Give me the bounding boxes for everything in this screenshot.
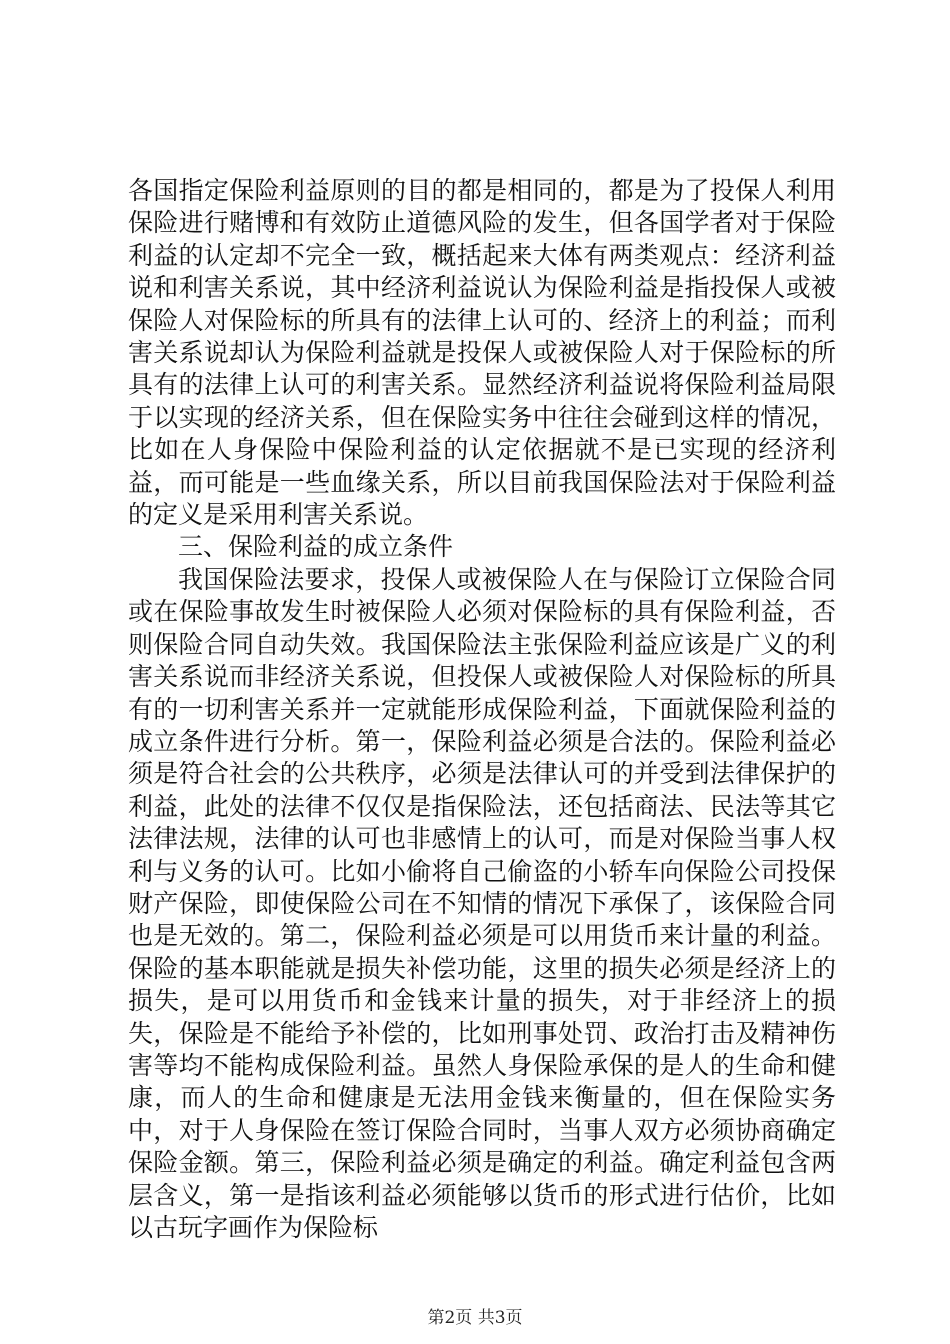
page-footer: 第2页 共3页	[427, 1308, 523, 1328]
section-heading: 三、保险利益的成立条件	[178, 532, 454, 562]
paragraph-conditions: 我国保险法要求，投保人或被保险人在与保险订立保险合同或在保险事故发生时被保险人必须对保险标的具有保险利益，否则保险合同自动失效。我国保险法主张保险利益应该是广义的利害关系说而非经济关系说，但投保人或被保险人对保险标的所具有的一切利害关系并一定就能形成保险利益，下面就保险利益的成立条件进行分析。第一，保险利益必须是合法的。保险利益必须是符合社会的公共秩序，必须是法律认可的并受到法律保护的利益，此处的法律不仅仅是指保险法，还包括商法、民法等其它法律法规，法律的认可也非感情上的认可，而是对保险当事人权利与义务的认可。比如小偷将自己偷盗的小轿车向保险公司投保财产保险，即使保险公司在不知情的情况下承保了，该保险合同也是无效的。第二，保险利益必须是可以用货币来计量的利益。保险的基本职能就是损失补偿功能，这里的损失必须是经济上的损失，是可以用货币和金钱来计量的损失，对于非经济上的损失，保险是不能给予补偿的，比如刑事处罚、政治打击及精神伤害等均不能构成保险利益。虽然人身保险承保的是人的生命和健康，而人的生命和健康是无法用金钱来衡量的，但在保险实务中，对于人身保险在签订保险合同时，当事人双方必须协商确定保险金额。第三，保险利益必须是确定的利益。确定利益包含两层含义，第一是指该利益必须能够以货币的形式进行估价，比如以古玩字画作为保险标	[128, 564, 836, 1242]
document-body	[128, 175, 836, 1244]
paragraph-continued: 各国指定保险利益原则的目的都是相同的，都是为了投保人利用保险进行赌博和有效防止道德风险的发生，但各国学者对于保险利益的认定却不完全一致，概括起来大体有两类观点：经济利益说和利害关系说，其中经济利益说认为保险利益是指投保人或被保险人对保险标的所具有的法律上认可的、经济上的利益；而利害关系说却认为保险利益就是投保人或被保险人对于保险标的所具有的法律上认可的利害关系。显然经济利益说将保险利益局限于以实现的经济关系，但在保险实务中往往会碰到这样的情况，比如在人身保险中保险利益的认定依据就不是已实现的经济利益，而可能是一些血缘关系，所以目前我国保险法对于保险利益的定义是采用利害关系说。	[128, 176, 836, 530]
